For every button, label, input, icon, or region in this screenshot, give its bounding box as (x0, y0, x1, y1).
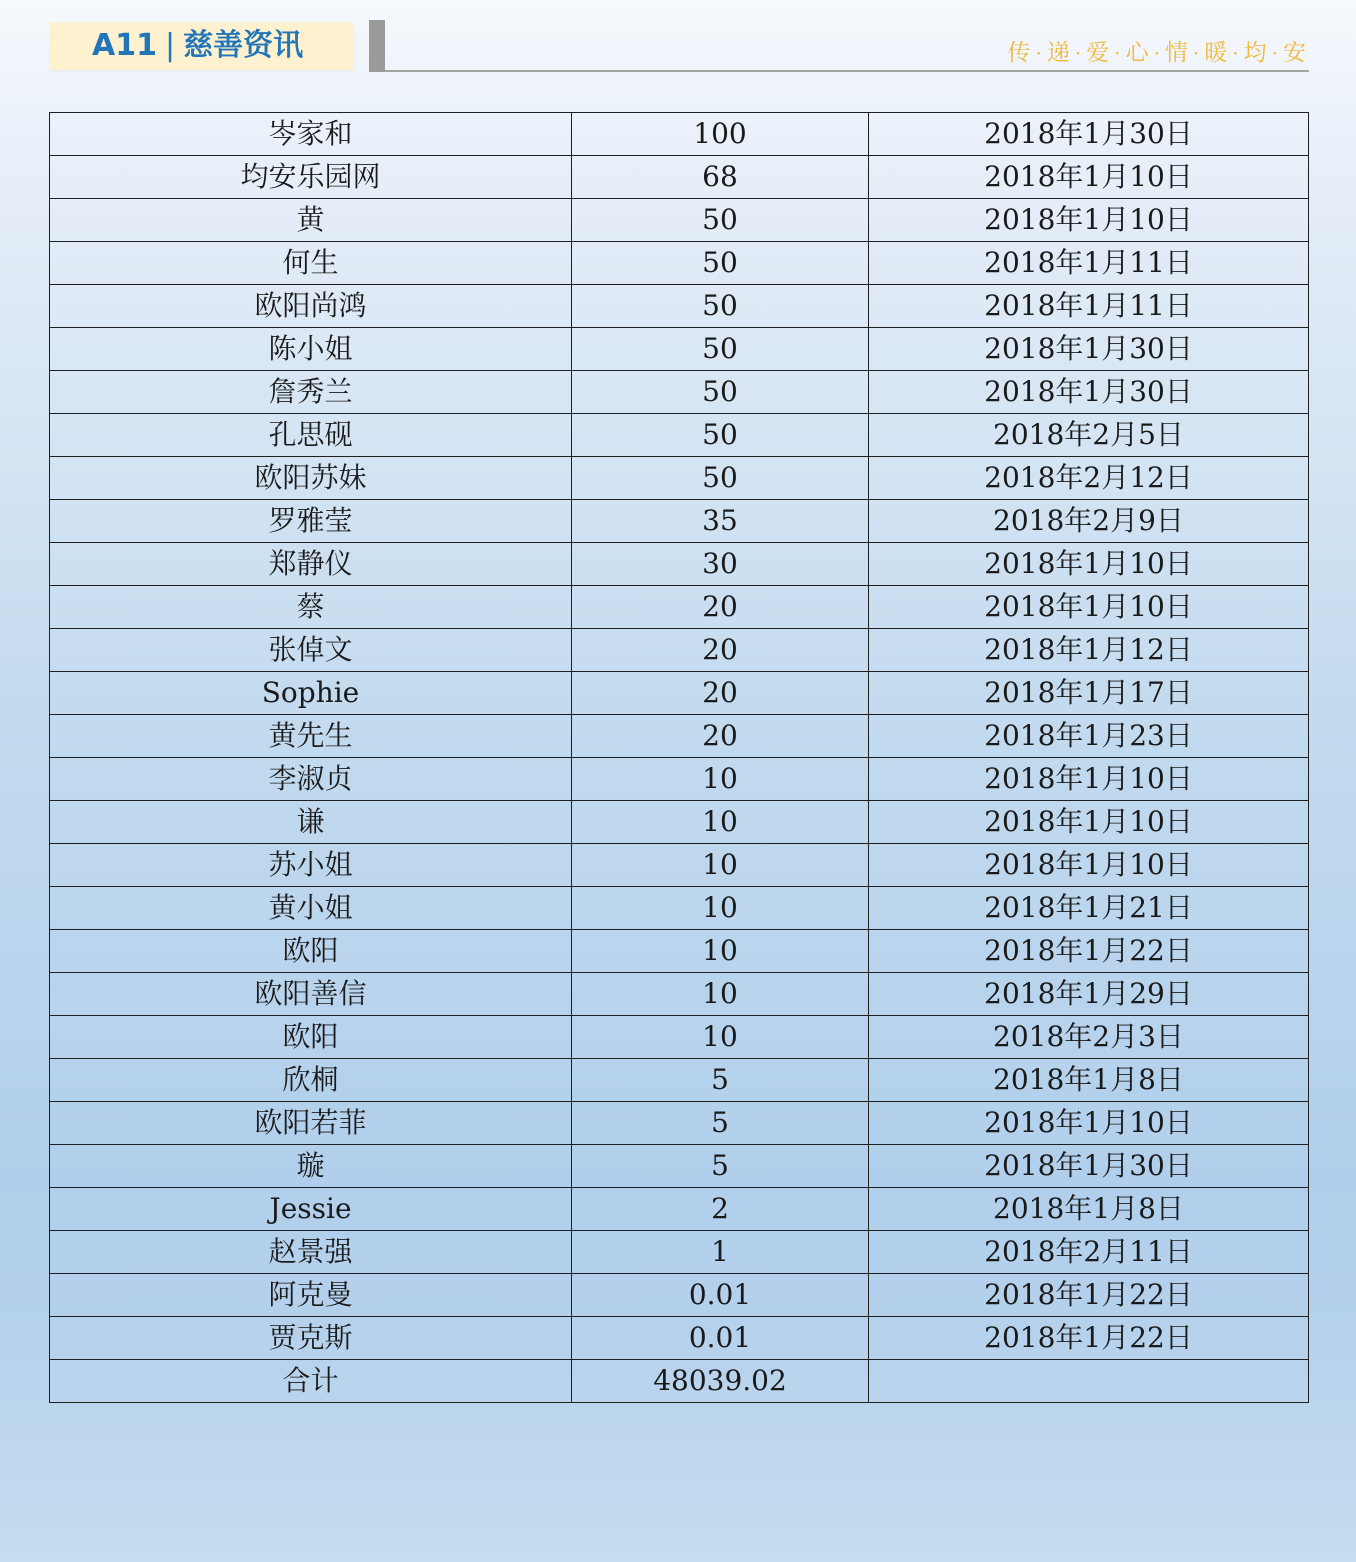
amount-cell: 20 (572, 715, 869, 758)
table-row (50, 371, 1309, 414)
slogan-char: 心 (1125, 40, 1149, 66)
table-row (50, 543, 1309, 586)
amount-cell: 10 (572, 758, 869, 801)
amount-cell: 50 (572, 414, 869, 457)
date-cell: 2018年1月10日 (869, 586, 1309, 629)
total-row (50, 1360, 1309, 1403)
donor-name-cell: 陈小姐 (50, 328, 572, 371)
table-row (50, 973, 1309, 1016)
amount-cell: 10 (572, 887, 869, 930)
table-row (50, 1145, 1309, 1188)
amount-cell: 50 (572, 285, 869, 328)
date-cell: 2018年2月11日 (869, 1231, 1309, 1274)
date-cell: 2018年1月30日 (869, 1145, 1309, 1188)
table-row (50, 328, 1309, 371)
donor-name-cell: 岑家和 (50, 113, 572, 156)
donor-name-cell: 欧阳 (50, 930, 572, 973)
donor-name-cell: 均安乐园网 (50, 156, 572, 199)
date-cell: 2018年1月30日 (869, 371, 1309, 414)
table-row (50, 887, 1309, 930)
amount-cell: 35 (572, 500, 869, 543)
amount-cell: 50 (572, 199, 869, 242)
donor-name-cell: 詹秀兰 (50, 371, 572, 414)
slogan-char: 爱 (1086, 40, 1110, 66)
table-row (50, 672, 1309, 715)
date-cell: 2018年1月8日 (869, 1188, 1309, 1231)
donor-name-cell: 欣桐 (50, 1059, 572, 1102)
table-row (50, 1059, 1309, 1102)
date-cell: 2018年1月11日 (869, 242, 1309, 285)
donor-name-cell: 谦 (50, 801, 572, 844)
date-cell: 2018年2月3日 (869, 1016, 1309, 1059)
table-row (50, 1016, 1309, 1059)
date-cell: 2018年1月10日 (869, 1102, 1309, 1145)
donor-name-cell: 孔思砚 (50, 414, 572, 457)
amount-cell: 10 (572, 973, 869, 1016)
donor-name-cell: 贾克斯 (50, 1317, 572, 1360)
date-cell: 2018年1月11日 (869, 285, 1309, 328)
donation-table (49, 112, 1309, 1403)
date-cell: 2018年1月22日 (869, 1274, 1309, 1317)
slogan-dot: · (1074, 41, 1082, 65)
date-cell: 2018年1月21日 (869, 887, 1309, 930)
table-row (50, 156, 1309, 199)
amount-cell: 50 (572, 328, 869, 371)
table-row (50, 414, 1309, 457)
date-cell: 2018年2月5日 (869, 414, 1309, 457)
slogan-dot: · (1035, 41, 1042, 65)
date-cell: 2018年2月12日 (869, 457, 1309, 500)
amount-cell: 5 (572, 1145, 869, 1188)
table-row (50, 1188, 1309, 1231)
table-row (50, 1231, 1309, 1274)
amount-cell: 5 (572, 1102, 869, 1145)
donor-name-cell: 黄先生 (50, 715, 572, 758)
total-date-cell (869, 1360, 1309, 1403)
donor-name-cell: 罗雅莹 (50, 500, 572, 543)
table-row (50, 1274, 1309, 1317)
date-cell: 2018年1月12日 (869, 629, 1309, 672)
amount-cell: 50 (572, 457, 869, 500)
donor-name-cell: 李淑贞 (50, 758, 572, 801)
date-cell: 2018年1月10日 (869, 543, 1309, 586)
section-tab (50, 22, 354, 70)
donor-name-cell: 欧阳苏妹 (50, 457, 572, 500)
table-row (50, 500, 1309, 543)
table-row (50, 242, 1309, 285)
date-cell: 2018年1月10日 (869, 844, 1309, 887)
amount-cell: 0.01 (572, 1274, 869, 1317)
section-code: A11 (92, 28, 157, 63)
donor-name-cell: 蔡 (50, 586, 572, 629)
header-rule (385, 70, 1309, 72)
table-row (50, 1102, 1309, 1145)
donor-name-cell: 赵景强 (50, 1231, 572, 1274)
date-cell: 2018年1月10日 (869, 199, 1309, 242)
amount-cell: 20 (572, 629, 869, 672)
amount-cell: 1 (572, 1231, 869, 1274)
date-cell: 2018年1月10日 (869, 758, 1309, 801)
date-cell: 2018年1月22日 (869, 1317, 1309, 1360)
date-cell: 2018年1月8日 (869, 1059, 1309, 1102)
table-row (50, 586, 1309, 629)
slogan-char: 递 (1046, 40, 1070, 66)
slogan-dot: · (1271, 41, 1278, 65)
slogan-dot: · (1192, 41, 1200, 65)
donor-name-cell: 何生 (50, 242, 572, 285)
amount-cell: 10 (572, 801, 869, 844)
donor-name-cell: 欧阳 (50, 1016, 572, 1059)
date-cell: 2018年1月30日 (869, 328, 1309, 371)
slogan (1007, 34, 1306, 67)
amount-cell: 20 (572, 586, 869, 629)
slogan-char: 情 (1164, 40, 1188, 66)
date-cell: 2018年2月9日 (869, 500, 1309, 543)
donation-table-body (50, 113, 1309, 1403)
donor-name-cell: 欧阳尚鸿 (50, 285, 572, 328)
amount-cell: 0.01 (572, 1317, 869, 1360)
slogan-dot: · (1114, 41, 1121, 65)
table-row (50, 113, 1309, 156)
amount-cell: 10 (572, 844, 869, 887)
table-row (50, 801, 1309, 844)
table-row (50, 629, 1309, 672)
date-cell: 2018年1月22日 (869, 930, 1309, 973)
amount-cell: 5 (572, 1059, 869, 1102)
amount-cell: 2 (572, 1188, 869, 1231)
donor-name-cell: 黄 (50, 199, 572, 242)
donor-name-cell: 黄小姐 (50, 887, 572, 930)
donor-name-cell: 欧阳若菲 (50, 1102, 572, 1145)
donor-name-cell: Jessie (50, 1188, 572, 1231)
slogan-char: 均 (1243, 40, 1267, 66)
table-row (50, 844, 1309, 887)
amount-cell: 20 (572, 672, 869, 715)
slogan-dot: · (1153, 41, 1160, 65)
amount-cell: 100 (572, 113, 869, 156)
table-row (50, 715, 1309, 758)
date-cell: 2018年1月30日 (869, 113, 1309, 156)
donor-name-cell: 欧阳善信 (50, 973, 572, 1016)
total-label-cell: 合计 (50, 1360, 572, 1403)
section-title: 慈善资讯 (183, 28, 304, 63)
donor-name-cell: Sophie (50, 672, 572, 715)
amount-cell: 68 (572, 156, 869, 199)
donor-name-cell: 张倬文 (50, 629, 572, 672)
slogan-dot: · (1232, 41, 1239, 65)
total-amount-cell: 48039.02 (572, 1360, 869, 1403)
date-cell: 2018年1月10日 (869, 801, 1309, 844)
date-cell: 2018年1月23日 (869, 715, 1309, 758)
table-row (50, 199, 1309, 242)
donor-name-cell: 郑静仪 (50, 543, 572, 586)
section-separator: | (164, 28, 176, 63)
amount-cell: 30 (572, 543, 869, 586)
date-cell: 2018年1月17日 (869, 672, 1309, 715)
table-row (50, 1317, 1309, 1360)
table-row (50, 285, 1309, 328)
slogan-char: 安 (1283, 40, 1306, 66)
header-accent-block (369, 20, 385, 72)
donor-name-cell: 苏小姐 (50, 844, 572, 887)
date-cell: 2018年1月29日 (869, 973, 1309, 1016)
amount-cell: 50 (572, 242, 869, 285)
donor-name-cell: 璇 (50, 1145, 572, 1188)
slogan-char: 传 (1007, 40, 1031, 66)
table-row (50, 758, 1309, 801)
section-heading (92, 28, 303, 64)
amount-cell: 10 (572, 930, 869, 973)
amount-cell: 10 (572, 1016, 869, 1059)
table-row (50, 457, 1309, 500)
table-row (50, 930, 1309, 973)
amount-cell: 50 (572, 371, 869, 414)
date-cell: 2018年1月10日 (869, 156, 1309, 199)
slogan-char: 暖 (1204, 40, 1228, 66)
donor-name-cell: 阿克曼 (50, 1274, 572, 1317)
